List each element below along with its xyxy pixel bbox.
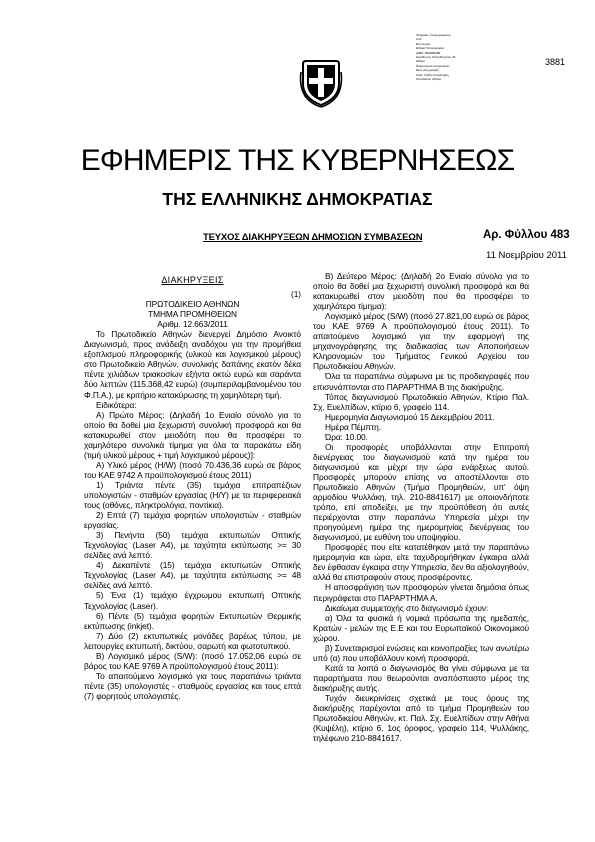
signature-line: Ημερομηνία υπογραφής: [416,63,450,68]
list-item: 1) Τριάντα πέντε (35) τεμάχια επιτραπέζιων υπολογιστών - σταθμών εργασίας (Η/Υ) με τα περιφερειακά τους (οθόνες, πληκτρολόγια, ποντίκια). [84,479,301,511]
signature-line: Εθνικό Τυπογραφείο [416,46,445,51]
signature-line: Διεύθυνση: Καποδιστρίου 34 [416,55,456,60]
list-item: 4) Δεκαπέντε (15) τεμάχια εκτυπωτών Οπτικής Τεχνολογίας (Laser A4), με ταχύτητα εκτύπωσης >= 48 σελίδες ανά λεπτό. [84,560,301,591]
paragraph: Ώρα: 10.00. [325,431,368,442]
list-item: 7) Δύο (2) εκτυπωτικές μονάδες βαρέως τύπου, με λειτουργίες εκτυπωτή, δικτύου, σαρωτή και φωτοτυπικού. [84,630,301,651]
paragraph: Το απαιτούμενο λογισμικό για τους παραπάνω τριάντα πέντε (35) υπολογιστές - σταθμούς εργασίας και τους επτά (7) φορητούς υπολογιστές. [84,670,301,701]
paragraph: Τόπος διαγωνισμού Πρωτοδικείο Αθηνών, Κτίριο Παλ. Σχ. Ευελπίδων, κτίριο 6, γραφείο 114. [313,391,529,412]
paragraph: Β) Λογισμικό μέρος (S/W): (ποσό 17.052,06 ευρώ σε βάρος του ΚΑΕ 9769 Α προϋπολογισμού έτους 2011): [84,650,301,671]
sheet-number-value: 483 [550,229,570,241]
list-item: 3) Πενήντα (50) τεμάχια εκτυπωτών Οπτικής Τεχνολογίας (Laser A4), με ταχύτητα εκτύπωσης >= 30 σελίδες ανά λεπτό. [84,530,301,561]
signature-line: Ψηφιακά υπογεγραμμένο [416,33,451,37]
gazette-masthead: ΕΦΗΜΕΡΙΣ ΤΗΣ ΚΥΒΕΡΝΗΣΕΩΣ [80,144,515,177]
paragraph: Δικαίωμα συμμετοχής στο διαγωνισμό έχουν: [325,602,489,613]
paragraph: Το Πρωτοδικείο Αθηνών διενεργεί Δημόσιο Ανοικτό Διαγωνισμό, προς ανάδειξη αναδόχου για την προμήθεια εξοπλισμού πληροφορικής (υλικού και λογισμικού μέρους) στο Πρωτοδικείο Αθηνών, συνολικής δαπάνης εκατόν δέκα πέντε χιλιάδων τριακοσίων εξήντα οκτώ ευρώ και σαράντα δύο λεπτών (115.368,42 ευρώ) (συμπεριλαμβανομένου του Φ.Π.Α.), με κριτήριο κατακύρωσης τη χαμηλότερη τιμή. [84,329,301,400]
list-item: 2) Επτά (7) τεμάχια φορητών υπολογιστών - σταθμών εργασίας. [84,510,301,531]
signature-line: Ώρα υπογραφής: [416,68,440,73]
section-title: ΔΙΑΚΗΡΥΞΕΙΣ [161,275,224,285]
paragraph: Ημέρα Πέμπτη. [325,421,381,432]
list-item: α) Όλα τα φυσικά ή νομικά πρόσωπα της ημεδαπής, Κρατών - μελών της Ε.Ε και του Ευρωπαϊκού Οικονομικού χώρου. [313,612,529,643]
paragraph: Β) Δεύτερο Μέρος: (Δηλαδή 2ο Ενιαίο σύνολο για το οποίο θα δοθεί μια ξεχωριστή συνολική προσφορά και θα κατακυρωθεί στον μειοδότη που θα προσφέρει το χαμηλότερο τίμημα): [313,271,529,312]
paragraph: Λογισμικό μέρος (S/W) (ποσό 27.821,00 ευρώ σε βάρος του ΚΑΕ 9769 Α προϋπολογισμού έτους 2011). Το απαιτούμενο λογισμικό για την εφαρμογή της μηχανογράφησης της διαδικασίας των Αποποιήσεων Κληρονομιών του Τμήματος Γενικού Αρχείου του Πρωτοδικείου Αθηνών. [313,311,529,372]
paragraph: Οι προσφορές υποβάλλονται στην Επιτροπή διενέργειας του διαγωνισμού κατά την ημέρα του διαγωνισμού και μέχρι την ώρα ενάρξεως αυτού. Προσφορές μπορούν επίσης να αποστέλλονται στο Πρωτοδικείο Αθηνών (Τμήμα Προμηθειών, υπ' όψη αρμοδίου Ψυλλάκη, τηλ. 210-8841617) με οποιονδήποτε τρόπο, επί αποδείξει, με την προϋπόθεση ότι αυτές περιέρχονται στην παραπάνω Υπηρεσία μέχρι την προηγούμενη ημέρα της ημερομηνίας διενέργειας του διαγωνισμού, με ευθύνη του υποψηφίου. [313,441,529,543]
paragraph: Όλα τα παραπάνω σύμφωνα με τις προδιαγραφές που επισυνάπτονται στο ΠΑΡΑΡΤΗΜΑ Β της διακήρυξης. [313,371,529,392]
signature-line: ΑΦΜ: 090056489 [416,50,441,55]
signature-line: Αθήνα [416,59,425,64]
paragraph: Α) Πρώτο Μέρος: (Δηλαδή 1ο Ενιαίο σύνολο για το οποίο θα δοθεί μια ξεχωριστή συνολική προσφορά και θα κατακυρωθεί στον μειοδότη που θα προσφέρει το χαμηλότερο συνολικά τίμημα για όλα τα παρακάτω είδη (τιμή υλικού μέρους + τιμή λογισμικού μέρους)]: [84,409,301,460]
greek-coat-of-arms-icon [299,58,343,108]
gazette-subhead: ΤΗΣ ΕΛΛΗΝΙΚΗΣ ΔΗΜΟΚΡΑΤΙΑΣ [162,189,433,209]
signature-line: Επωνυμία: [416,41,431,46]
sheet-number [483,229,570,241]
authority-name: ΠΡΩΤΟΔΙΚΕΙΟ ΑΘΗΝΩΝ [145,299,240,310]
signature-line: από [416,37,422,42]
paragraph: Η αποσφράγιση των προσφορών γίνεται δημόσια όπως περιγράφεται στο ΠΑΡΑΡΤΗΜΑ Α. [313,582,529,603]
paragraph: Α) Υλικό μέρος (H/W) (ποσό 70.436,36 ευρώ σε βάρος του ΚΑΕ 9742 Α προϋπολογισμού έτους 2011) [84,459,301,480]
signature-line: Αιτία: Ορθή επανάληψη [416,72,449,77]
page-number: 3881 [545,57,566,67]
list-item: β) Συνεταιρισμοί ενώσεις και κοινοπραξίες των ανωτέρω υπό (α) που υποβάλλουν κοινή προσφορά. [313,642,529,663]
paragraph: Τυχόν διευκρινίσεις σχετικά με τους όρους της διακήρυξης παρέχονται από το τμήμα Προμηθειών του Πρωτοδικείου Αθηνών, κτ. Παλ. Σχ. Ευελπίδων στην Αθήνα (Κυψέλη), κτίριο 6, 1ος όροφος, γραφείο 114, Ψυλλάκης, τηλέφωνο 210-8841617. [313,692,529,744]
list-item: 5) Ένα (1) τεμάχιο έγχρωμου εκτυπωτή Οπτικής Τεχνολογίας (Laser). [84,590,301,611]
left-column [84,275,301,701]
right-column [313,271,529,743]
list-item: 6) Πέντε (5) τεμάχια φορητών Εκτυπωτών Θερμικής εκτύπωσης (inkjet). [84,610,301,631]
issue-date: 11 Νοεμβρίου 2011 [486,250,567,261]
paragraph: Ημερομηνία Διαγωνισμού 15 Δεκεμβρίου 2011. [325,411,495,422]
paragraph: Προσφορές που είτε κατατέθηκαν μετά την παραπάνω ημερομηνία και ώρα, είτε ταχυδρομήθηκαν έγκαιρα αλλά δεν έφθασαν έγκαιρα στην Υπηρεσία, δεν θα αξιολογηθούν, αλλά θα επιστραφούν στους προσφέροντες. [313,542,529,583]
sheet-label: Αρ. Φύλλου [483,229,548,241]
paragraph: Ειδικότερα: [96,399,137,410]
department-name: ΤΜΗΜΑ ΠΡΟΜΗΘΕΙΩΝ [148,309,237,320]
signature-line: Τοποθεσία: Αθήνα [416,77,441,82]
paragraph: Κατά τα λοιπά ο διαγωνισμός θα γίνει σύμφωνα με τα παραρτήματα που θεωρούνται αναπόσπαστο μέρος της διακήρυξης αυτής. [313,662,529,693]
reference-number: Αριθμ. 12.663/2011 [157,319,228,330]
notice-number: (1) [291,289,301,300]
digital-signature-block [416,33,468,81]
issue-series: ΤΕΥΧΟΣ ΔΙΑΚΗΡΥΞΕΩΝ ΔΗΜΟΣΙΩΝ ΣΥΜΒΑΣΕΩΝ [203,232,423,243]
